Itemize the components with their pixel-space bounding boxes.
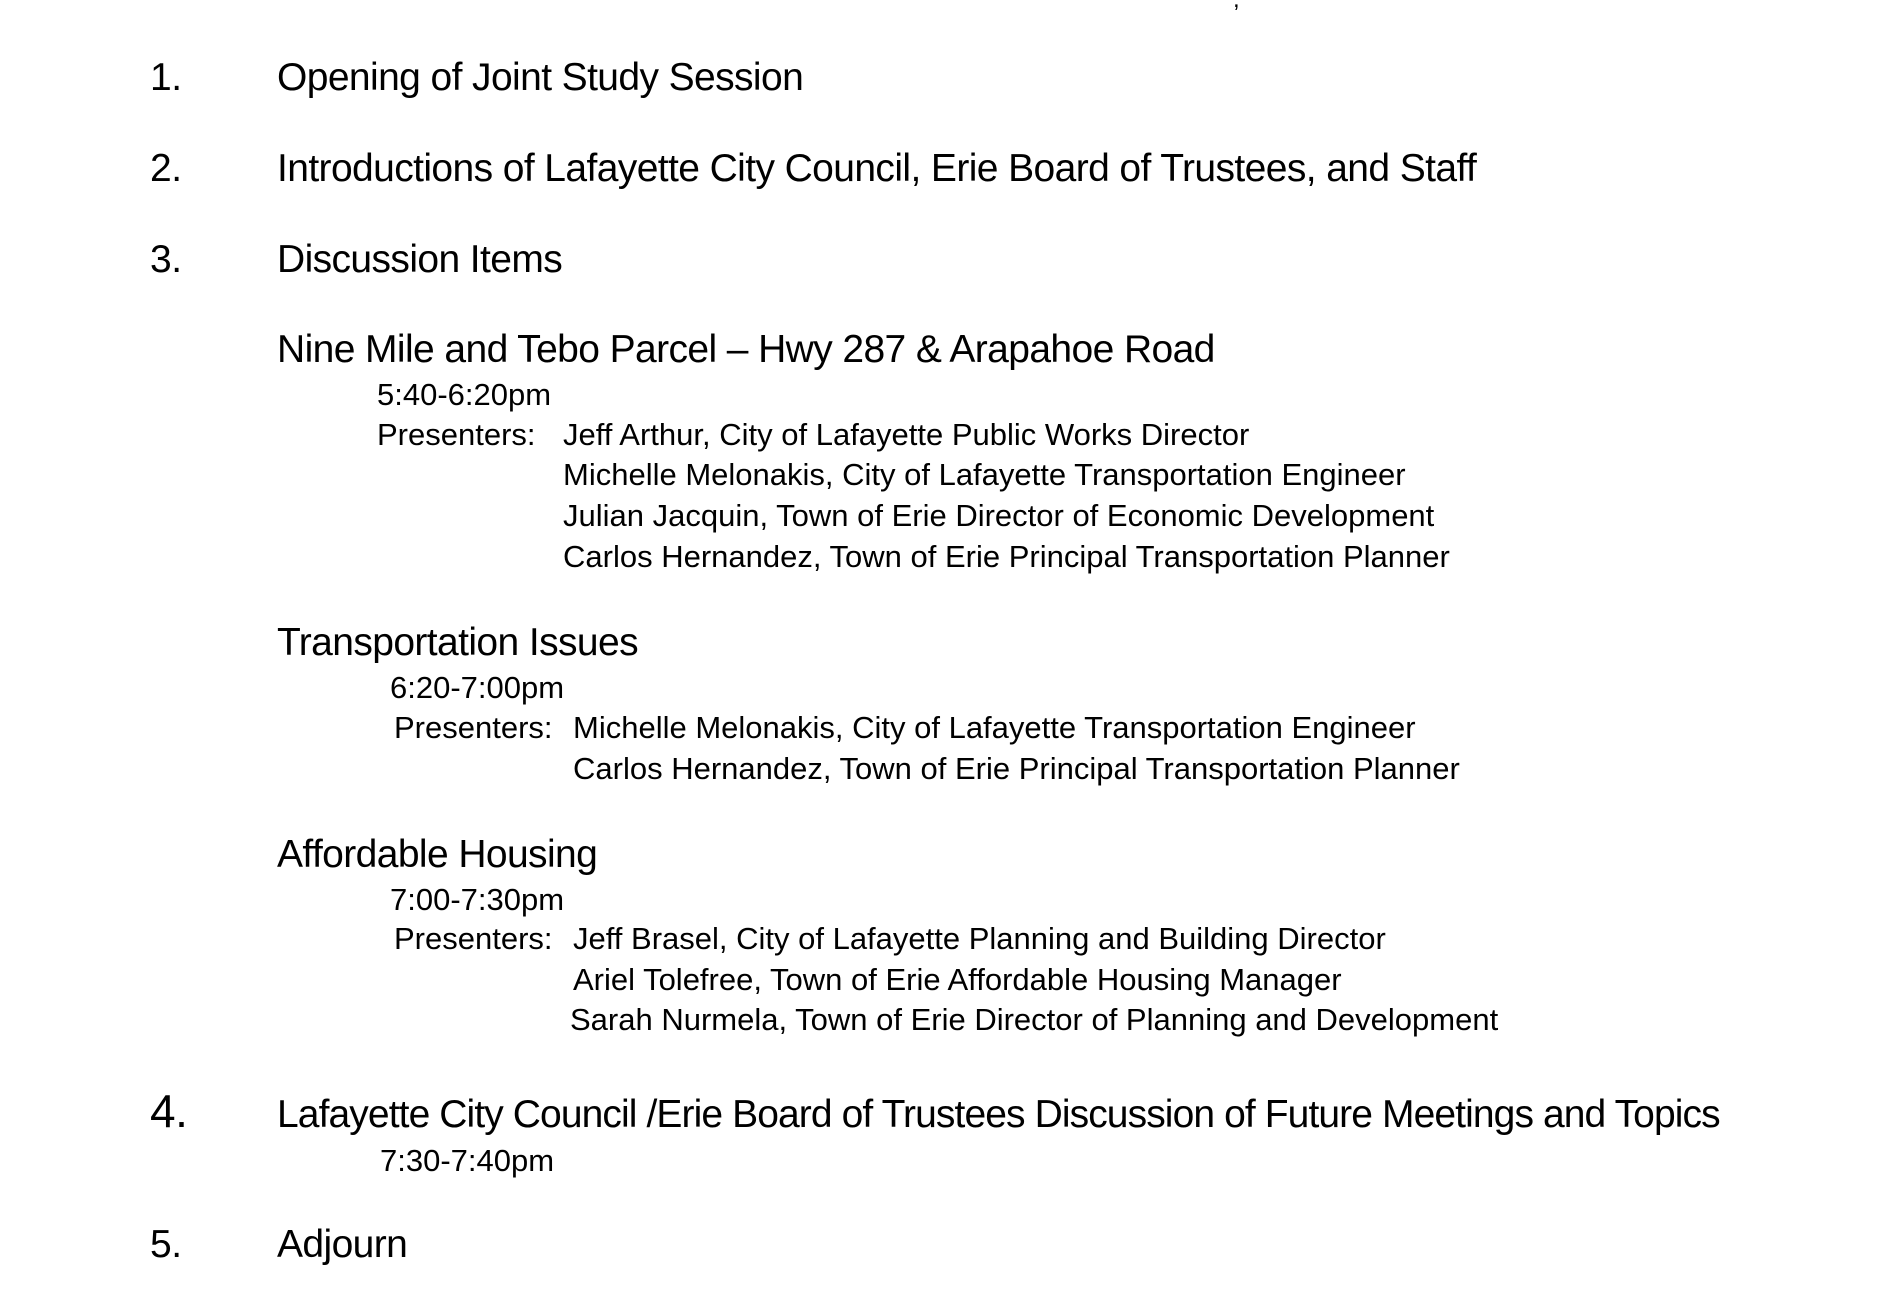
agenda-item-title: Lafayette City Council /Erie Board of Trustees Discussion of Future Meetings and Topics: [277, 1093, 1720, 1136]
agenda-item-number: 1.: [150, 56, 182, 99]
presenter-entry: Jeff Brasel, City of Lafayette Planning and Building Director: [573, 921, 1386, 956]
agenda-item-title: Opening of Joint Study Session: [277, 56, 804, 99]
presenters-label: Presenters:: [394, 710, 553, 745]
discussion-item-title: Transportation Issues: [277, 621, 638, 664]
discussion-item-time: 5:40-6:20pm: [377, 377, 552, 412]
discussion-item-title: Affordable Housing: [277, 833, 598, 876]
presenter-entry: Carlos Hernandez, Town of Erie Principal Transportation Planner: [573, 751, 1460, 786]
discussion-item-time: 7:00-7:30pm: [390, 882, 565, 917]
presenter-entry: Michelle Melonakis, City of Lafayette Transportation Engineer: [563, 457, 1406, 492]
agenda-item-time: 7:30-7:40pm: [380, 1143, 555, 1178]
presenter-entry: Julian Jacquin, Town of Erie Director of Economic Development: [563, 498, 1435, 533]
agenda-item-title: Adjourn: [277, 1223, 408, 1266]
agenda-item-title: Discussion Items: [277, 238, 563, 281]
discussion-item-title: Nine Mile and Tebo Parcel – Hwy 287 & Arapahoe Road: [277, 328, 1215, 371]
agenda-item-number: 5.: [150, 1223, 182, 1266]
presenter-entry: Jeff Arthur, City of Lafayette Public Works Director: [563, 417, 1250, 452]
agenda-item-title: Introductions of Lafayette City Council, Erie Board of Trustees, and Staff: [277, 147, 1477, 190]
presenters-label: Presenters:: [377, 417, 536, 452]
presenter-entry: Michelle Melonakis, City of Lafayette Transportation Engineer: [573, 710, 1416, 745]
agenda-item-number: 4.: [150, 1085, 188, 1137]
discussion-item-time: 6:20-7:00pm: [390, 670, 565, 705]
presenters-label: Presenters:: [394, 921, 553, 956]
agenda-item-number: 2.: [150, 147, 182, 190]
presenter-entry: Sarah Nurmela, Town of Erie Director of Planning and Development: [570, 1002, 1499, 1037]
presenter-entry: Carlos Hernandez, Town of Erie Principal Transportation Planner: [563, 539, 1450, 574]
agenda-item-number: 3.: [150, 238, 182, 281]
presenter-entry: Ariel Tolefree, Town of Erie Affordable Housing Manager: [573, 962, 1342, 997]
cropped-header-fragment: [1233, 0, 1240, 12]
